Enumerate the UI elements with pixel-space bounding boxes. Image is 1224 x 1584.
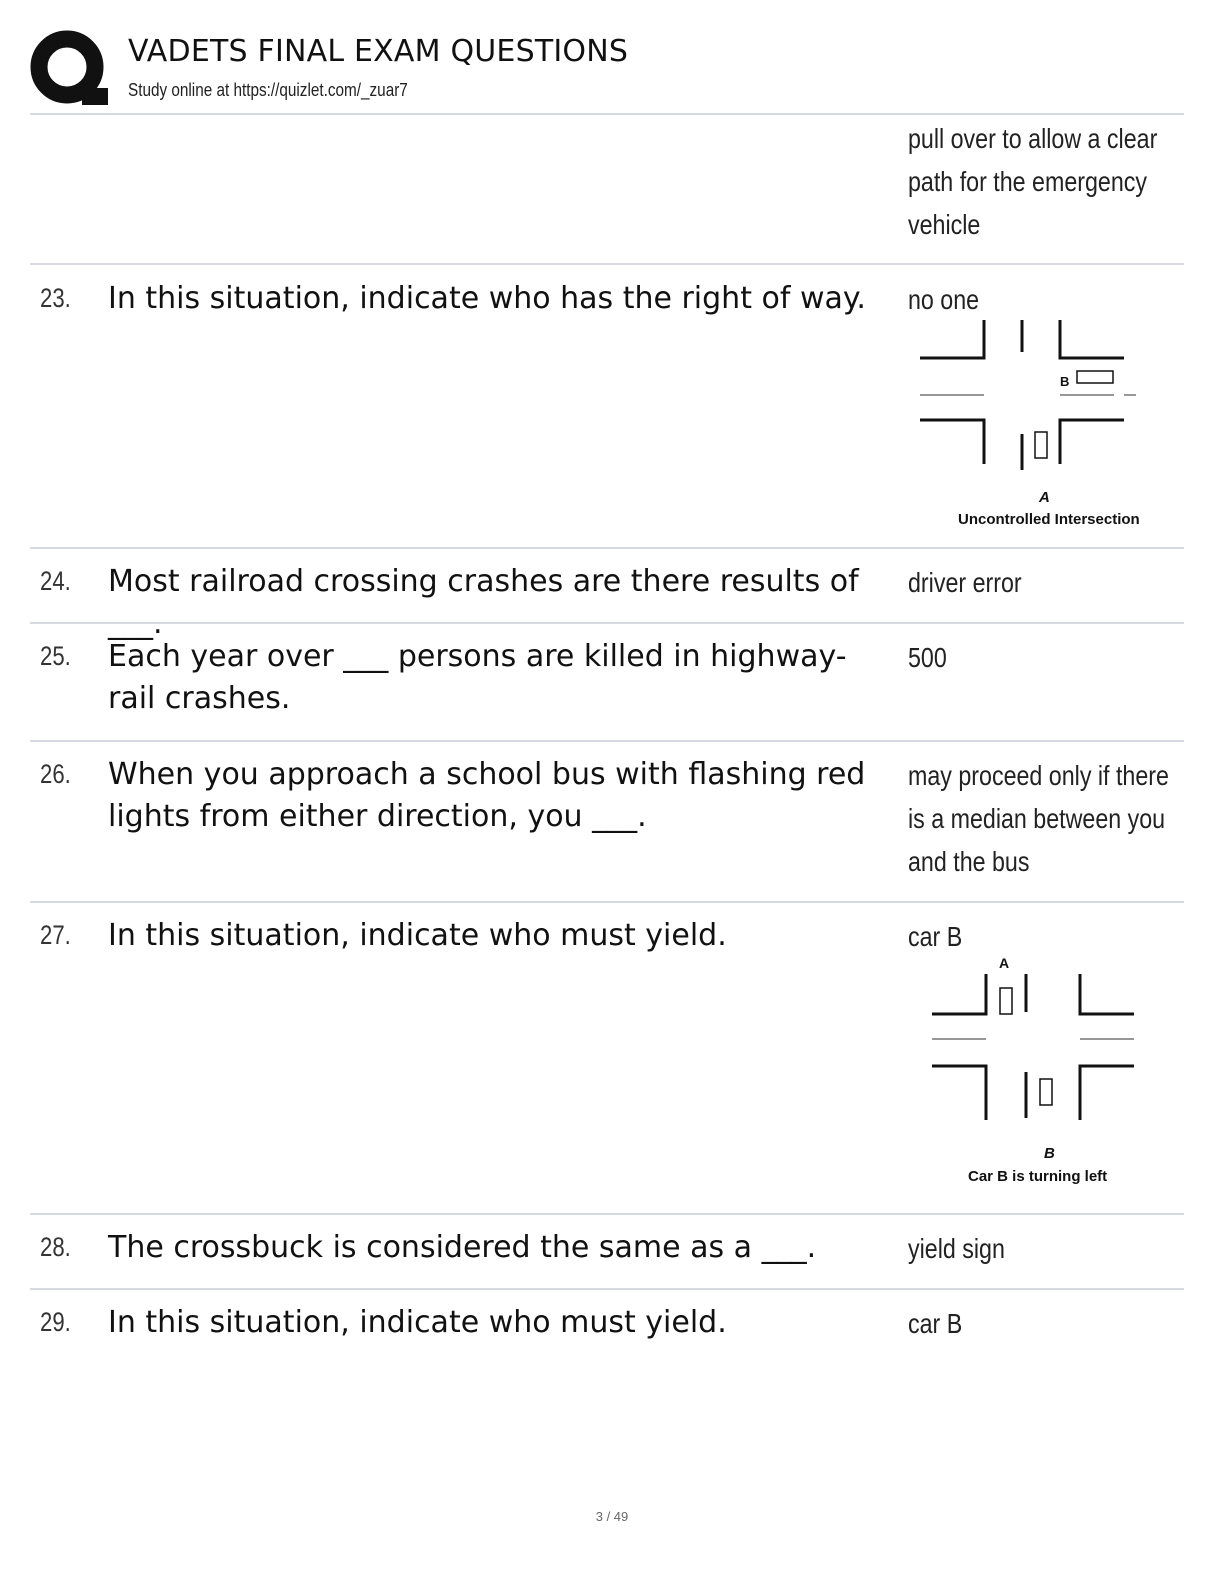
question-number: 24. bbox=[40, 566, 71, 596]
divider bbox=[30, 547, 1184, 549]
divider bbox=[30, 113, 1184, 115]
answer-text: no one bbox=[908, 284, 980, 315]
quizlet-q-logo-icon bbox=[30, 30, 108, 108]
answer-text: driver error bbox=[908, 567, 1022, 598]
diagram-label-b: B bbox=[1044, 1145, 1055, 1162]
question-number: 29. bbox=[40, 1307, 71, 1337]
question-number: 26. bbox=[40, 759, 71, 789]
page-number: 3 / 49 bbox=[595, 1509, 629, 1524]
question-text: In this situation, indicate who must yield. bbox=[108, 1305, 727, 1340]
diagram-label-a: A bbox=[1039, 489, 1050, 506]
question-text: In this situation, indicate who must yield. bbox=[108, 918, 727, 953]
intersection-diagram-27 bbox=[926, 952, 1156, 1196]
divider bbox=[30, 1288, 1184, 1290]
answer-text: 500 bbox=[908, 642, 947, 673]
question-text: Each year over ___ persons are killed in highway-rail crashes. bbox=[108, 639, 847, 716]
divider bbox=[30, 740, 1184, 742]
question-text: When you approach a school bus with flashing red lights from either direction, you ___. bbox=[108, 757, 866, 834]
page-subtitle: Study online at https://quizlet.com/_zuar7 bbox=[128, 80, 408, 100]
question-text: The crossbuck is considered the same as a ___. bbox=[108, 1230, 817, 1265]
divider bbox=[30, 1213, 1184, 1215]
answer-text: may proceed only if there is a median between you and the bus bbox=[908, 760, 1169, 877]
question-number: 25. bbox=[40, 641, 71, 671]
intersection-diagram-23 bbox=[914, 312, 1154, 538]
diagram-caption: Uncontrolled Intersection bbox=[958, 511, 1140, 528]
question-text: Most railroad crossing crashes are there results of ___. bbox=[108, 564, 859, 641]
question-number: 23. bbox=[40, 283, 71, 313]
diagram-caption: Car B is turning left bbox=[968, 1168, 1108, 1185]
answer-text: yield sign bbox=[908, 1233, 1005, 1264]
continued-answer: pull over to allow a clear path for the emergency vehicle bbox=[908, 123, 1158, 240]
divider bbox=[30, 263, 1184, 265]
diagram-label-b: B bbox=[1060, 374, 1070, 389]
divider bbox=[30, 901, 1184, 903]
question-text: In this situation, indicate who has the right of way. bbox=[108, 281, 866, 316]
page-title: VADETS FINAL EXAM QUESTIONS bbox=[128, 34, 629, 69]
answer-text: car B bbox=[908, 1308, 963, 1339]
diagram-label-a: A bbox=[999, 955, 1010, 971]
answer-text: car B bbox=[908, 921, 963, 952]
question-number: 28. bbox=[40, 1232, 71, 1262]
question-number: 27. bbox=[40, 920, 71, 950]
divider bbox=[30, 622, 1184, 624]
